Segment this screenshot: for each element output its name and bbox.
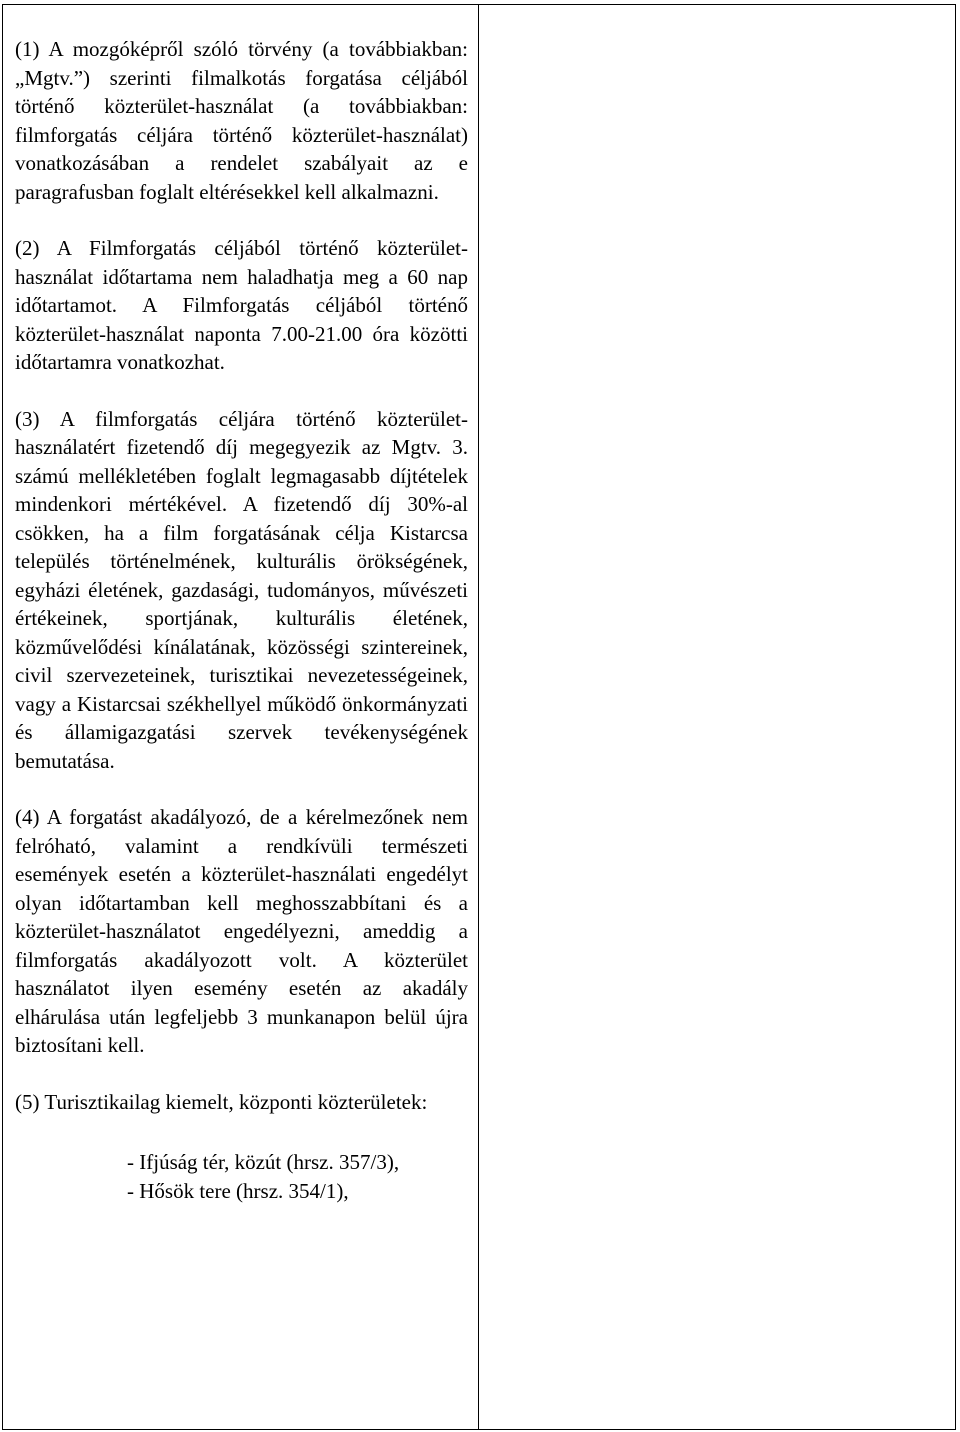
paragraph-5: (5) Turisztikailag kiemelt, központi közterületek: [15, 1089, 428, 1114]
paragraph-2: (2) A Filmforgatás céljából történő közterület-használat időtartama nem haladhatja meg a 60 nap időtartamot. A Filmforgatás céljából történő közterület-használat naponta 7.00-21.00 óra közötti időtartamra vonatkozhat. [15, 236, 468, 374]
empty-column [479, 5, 955, 1429]
list-item: - Ifjúság tér, közút (hrsz. 357/3), [127, 1150, 400, 1174]
list-item: - Hősök tere (hrsz. 354/1), [127, 1178, 349, 1203]
paragraph-1: (1) A mozgóképről szóló törvény (a továbbiakban: „Mgtv.”) szerinti filmalkotás forgatása céljából történő közterület-használat (a továbbiakban: filmforgatás céljára történő közterület-használat) vonatkozásában a rendelet szabályait az e paragrafusban foglalt eltérésekkel kell alkalmazni. [15, 37, 468, 204]
paragraph-3: (3) A filmforgatás céljára történő közterület-használatért fizetendő díj megegyezik az Mgtv. 3. számú mellékletében foglalt legmagasabb díjtételek mindenkori mértékével. A fizetendő díj 30%-al csökken, ha a film forgatásának célja Kistarcsa település történelmének, kulturális örökségének, egyházi életének, gazdasági, tudományos, művészeti értékeinek, sportjának, kulturális életének, közművelődési kínálatának, közösségi szintereinek, civil szervezeteinek, turisztikai nevezetességeinek, vagy a Kistarcsai székhellyel működő önkormányzati és államigazgatási szervek tevékenységének bemutatása. [15, 406, 468, 773]
location-list [15, 1148, 468, 1205]
paragraph-4: (4) A forgatást akadályozó, de a kérelmezőnek nem felróható, valamint a rendkívüli természeti események esetén a közterület-használati engedélyt olyan időtartamban kell meghosszabbítani és a közterület-használatot engedélyezni, ameddig a filmforgatás akadályozott volt. A közterület használatot ilyen esemény esetén az akadály elhárulása után legfeljebb 3 munkanapon belül újra biztosítani kell. [15, 805, 468, 1057]
document-table [2, 4, 956, 1430]
text-column [3, 5, 479, 1429]
